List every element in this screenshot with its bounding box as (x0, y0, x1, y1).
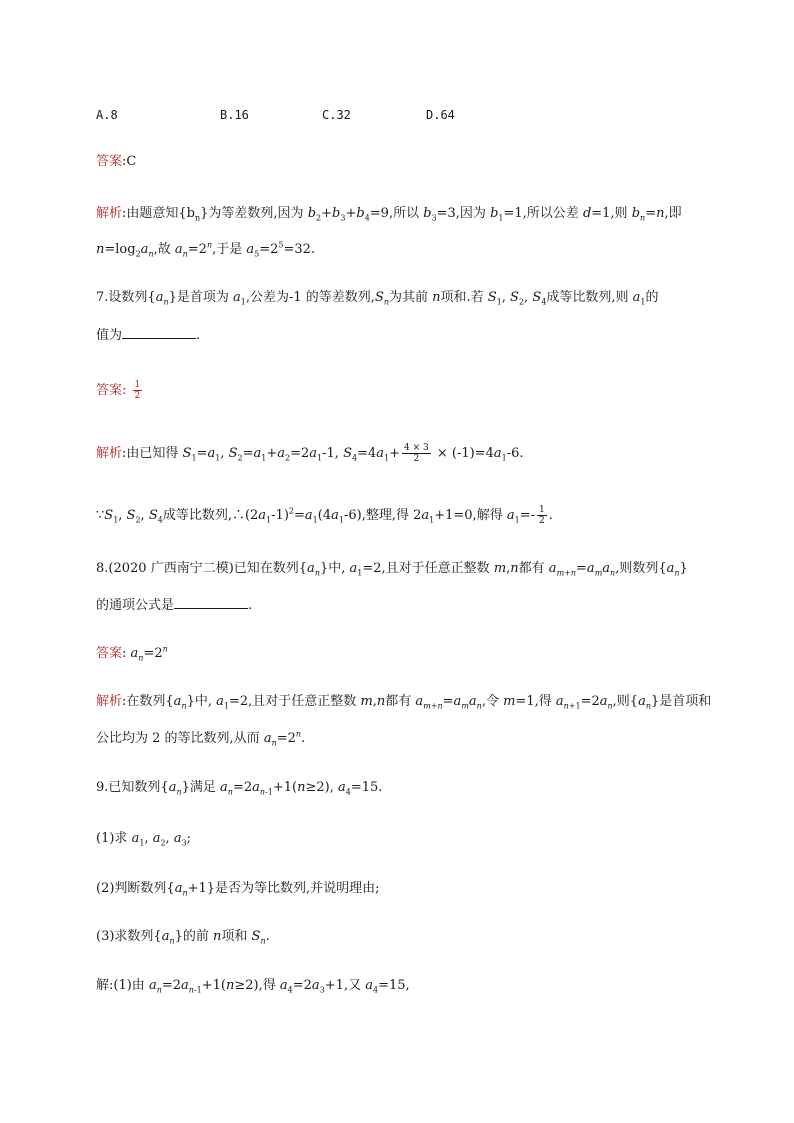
q7-answer-blank (122, 326, 196, 339)
q7-stem-prefix: 值为 (96, 328, 123, 343)
analysis-label: 解析 (96, 446, 123, 461)
q9-solution: 解:(1)由 $a_n=2a_{n-1}+1(n\ge 2)$,得 $a_4=2a_3+1$,又 $a_4=15$, (96, 978, 410, 995)
q6-analysis-text1: :由题意知$\{b_n\}$为等差数列,因为 $b_2+b_3+b_4=9$,所以 $b_3=3$,因为 $b_1=1$,所以公差 d=1,则 $b_n=n$,即 (122, 206, 682, 223)
answer-label: 答案 (96, 646, 123, 661)
q9-part1: (1)求 $a_1$, $a_2$, $a_3$; (96, 831, 192, 848)
q7-analysis-b: × $(-1)=4a_1-6$. (432, 446, 524, 463)
option-c: C.32 (322, 108, 351, 122)
q7-analysis (96, 443, 524, 464)
q6-analysis-line2: $n=\log_2a_n$,故 $a_n=2^n$,于是 $a_5=2^5=32$. (96, 240, 316, 259)
q8-stem-line1: 8.(2020 广西南宁二模)已知在数列$\{a_n\}$中, $a_1=2$,且对于任意正整数 m,n都有 $a_{m+n}=a_ma_n$,则数列$\{a_n\}$ (96, 561, 688, 578)
q7-analysis-frac-num: 4 × 3 (404, 443, 429, 453)
q7-analysis-fraction (402, 443, 431, 464)
q9-part3: (3)求数列$\{a_n\}$的前 n项和 $S_n$. (96, 929, 270, 946)
option-a: A.8 (96, 108, 118, 122)
analysis-label: 解析 (96, 206, 123, 221)
q8-analysis-line2: 公比均为 2 的等比数列,从而 $a_n=2^n$. (96, 729, 306, 748)
q8-stem-prefix: 的通项公式是 (96, 598, 175, 613)
q7-since-b: . (548, 508, 553, 523)
q7-since-a: $\because S_1$, $S_2$, $S_4$成等比数列$,\therefore(2a_1-1)^2=a_1(4a_1-6)$,整理,得 $2a_1+1=0$,解得 $a_1=-$ (96, 506, 535, 525)
q7-since-fraction (537, 505, 547, 526)
q8-stem-line2 (96, 596, 252, 615)
q7-since-frac-den: 2 (538, 516, 545, 526)
q7-answer-numerator: 1 (134, 380, 141, 390)
q7-answer-fraction (133, 380, 143, 401)
q6-answer-value: :C (122, 154, 137, 169)
q7-answer-colon: : (122, 383, 127, 398)
answer-label: 答案 (96, 383, 123, 398)
option-d: D.64 (426, 108, 455, 122)
answer-label: 答案 (96, 154, 123, 169)
q7-answer (96, 380, 144, 401)
option-b: B.16 (220, 108, 249, 122)
options-row (96, 106, 596, 124)
q6-analysis-line1 (96, 205, 682, 223)
q8-answer (96, 645, 168, 663)
q9-stem: 9.已知数列$\{a_n\}$满足 $a_n=2a_{n-1}+1(n\ge 2)$, $a_4=15$. (96, 780, 383, 797)
q8-analysis-line1 (96, 693, 711, 711)
q7-stem-suffix: . (196, 328, 201, 343)
q7-since-line (96, 505, 553, 526)
q8-answer-value: : $a_n=2^n$ (122, 644, 168, 663)
q7-since-frac-num: 1 (538, 505, 545, 515)
q8-answer-blank (174, 596, 248, 609)
q8-stem-suffix: . (248, 598, 253, 613)
q9-part2: (2)判断数列$\{a_n+1\}$是否为等比数列,并说明理由; (96, 881, 380, 898)
analysis-label: 解析 (96, 694, 123, 709)
q7-analysis-frac-den: 2 (413, 454, 420, 464)
q8-analysis-text1: :在数列$\{a_n\}$中, $a_1=2$,且对于任意正整数 m,n都有 $a_{m+n}=a_ma_n$,令 m=1,得 $a_{n+1}=2a_n$,则$\{a_n\}$是首项和 (122, 694, 712, 711)
q7-analysis-a: :由已知得 $S_1=a_1$, $S_2=a_1+a_2=2a_1-1$, $S_4=4a_1+$ (122, 446, 400, 463)
q7-stem-line2 (96, 326, 200, 345)
q7-answer-denominator: 2 (134, 391, 141, 401)
q7-stem-line1: 7.设数列$\{a_n\}$是首项为 $a_1$,公差为-1 的等差数列$,S_n$为其前 n项和.若 $S_1$, $S_2$, $S_4$成等比数列,则 $a_1$的 (96, 290, 659, 307)
q6-answer (96, 153, 136, 171)
